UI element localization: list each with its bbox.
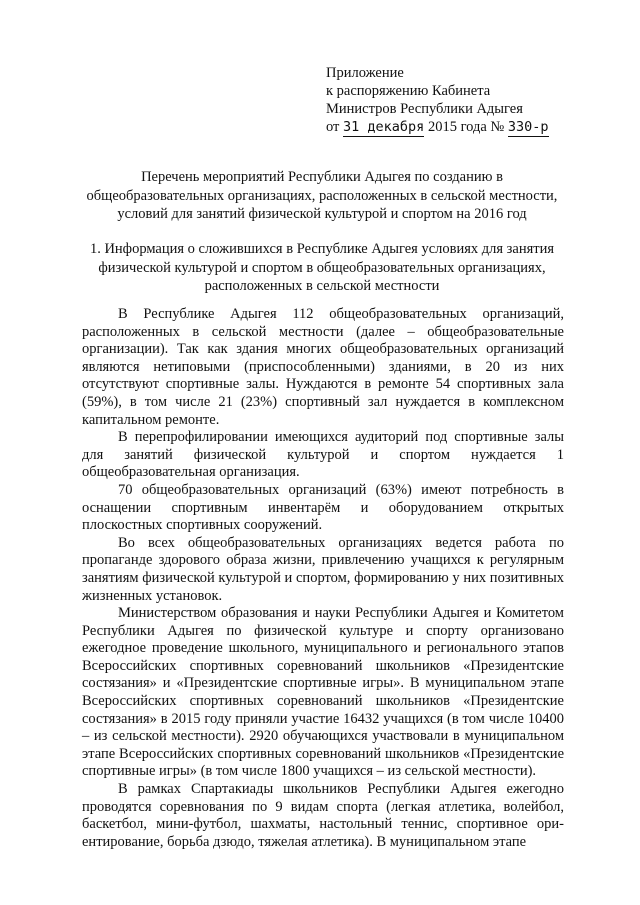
handwritten-number: 330-р — [507, 119, 549, 135]
handwritten-date: 31 декабря — [343, 119, 425, 135]
appendix-header — [326, 64, 549, 137]
year-label: 2015 года № — [427, 119, 505, 135]
appendix-order-line: к распоряжению Кабинета — [326, 83, 491, 99]
paragraph: Министерством образования и науки Республики Адыгея и Комитетом Республики Адыгея по физической культуре и спорту организовано ежегодное проведение школьного, муниципального и регионального этапов Всероссийских спортивных соревнований школьников «Президентские состязания» и «Президентские спортивные игры». В муниципальном этапе Всероссийских спортивных соревнований школьников «Президентские состязания» в 2015 году приняли участие 16432 учащихся (в том числе 10400 – из сельской местности). 2920 обучающихся участвовали в муниципальном этапе Всероссийских спортивных соревнований школьников «Президентские спортивные игры» (в том числе 1800 учащихся – из сельской местности). — [82, 605, 564, 780]
section-heading: 1. Информация о сложившихся в Республике Адыгея условиях для занятия физической культурой и спортом в общеобразовательных организациях, расположенных в сельской местности — [89, 241, 555, 294]
appendix-cabinet-line: Министров Республики Адыгея — [326, 101, 523, 117]
document-body — [82, 306, 564, 851]
paragraph: В рамках Спартакиады школьников Республики Адыгея ежегодно проводятся соревнования по 9 видам спорта (легкая атлетика, волейбол, баскетбол, мини-футбол, шахматы, настольный теннис, спортивное ори-ентирование, борьба дзюдо, тяжелая атлетика). В муниципальном этапе — [82, 781, 564, 850]
from-label: от — [326, 119, 340, 135]
document-title: Перечень мероприятий Республики Адыгея по созданию в общеобразовательных организациях, расположенных в сельской местности, условий для занятий физической культурой и спортом на 2016 год — [86, 169, 558, 222]
appendix-label: Приложение — [326, 65, 404, 81]
appendix-date-line — [326, 118, 549, 137]
paragraph: В перепрофилировании имеющихся аудиторий под спортивные залы для занятий физической культурой и спортом нуждается 1 общеобразовательная организация. — [82, 429, 564, 481]
paragraph: Во всех общеобразовательных организациях ведется работа по пропаганде здорового образа жизни, привлечению учащихся к регулярным занятиям физической культурой и спортом, формированию у них позитивных жизненных установок. — [82, 534, 564, 604]
paragraph: 70 общеобразовательных организаций (63%) имеют потребность в оснащении спортивным инвентарём и оборудованием открытых плоскостных спортивных сооружений. — [82, 481, 564, 534]
paragraph: В Республике Адыгея 112 общеобразовательных организаций, расположенных в сельской местности (далее – общеобразовательные организации). Так как здания многих общеобразовательных организаций являются нетиповыми (приспособленными) зданиями, в 20 из них отсутствуют спортивные залы. Нуждаются в ремонте 54 спортивных зала (59%), в том числе 21 (23%) спортивный зал нуждается в комплексном капитальном ремонте. — [82, 306, 564, 428]
